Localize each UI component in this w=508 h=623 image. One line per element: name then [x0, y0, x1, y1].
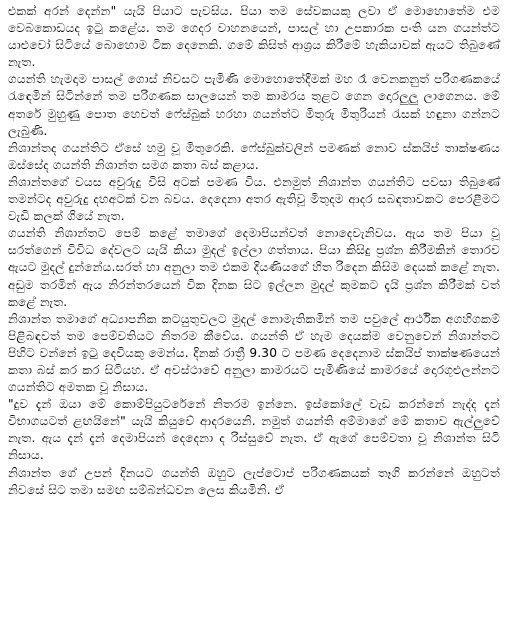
paragraph-1: එකක් අරන් දෙන්න" යැයි පියාට පැවසිය. පියා තම සේවකයකු ලවා ඒ මොහොතේම එම වෙබකොඩයද ඉටු කළේය. තම ගෙදර වාහනයෙන්, පාසල් හා උපකාරක පංති යන ගයන්ත්ට යාළුවෝ සිටියේ බොහොම ටික දෙනෙකි. ගමේ කිසිත් ආශ්‍රය කිරීමේ හැකියාවක් ඇයට තිබුණේ නැත. [8, 4, 500, 70]
paragraph-5: ගයන්ති නිශාන්තට පෙම් කළේ තමාගේ දෙමාපියන්වත් නොදෙවැනිවය. ඇය තම පියා වූ සරත්ගෙන් විවිධ දේවලට යැයි කියා මුදල් ඉල්ලා ගත්තාය. පියා කිසිදු ප්‍රශ්න කිරීමකින් තොරව ඇයට මුදල් දුන්නේය.සරත් හා අනුලා තම එකම දියණියගේ හිත රිදෙන කිසිම දෙයක් කළේ නැත. අඩුම තරමින් ඇය නිරන්තරයෙන් වික දිනක සිට ඉල්ලන මුදල් කුමකට දැයි ප්‍රශ්න කිරීමක් වත් කළේ නැත. [8, 226, 500, 309]
paragraph-2: ගයන්ති හැමදාම පාසල් ගොස් නිවසට පැමිණි මොහොතේදීමක් මහ රෑ වෙනකනුත් පරිගණකයේ රැඳෙමින් සිටින්නේ තම පරිගණක සාලයෙන් තම කාමරය තුළට ගෙන දොරලුලු ලාගෙනය. මේ අතරේ මුහුණු පොත හෙවත් ෆේස්බුක් හරහා ගයන්ත්ට මිතුරු මිතුරියන් රැසක් හඳුනා ගන්නට ලැබුණි. [8, 72, 500, 138]
paragraph-7: "දුව දැන් ඔයා මේ කොම්පියුටරේනේ නිතරම ඉන්නෙ. ඉස්කෝලේ වැඩ කරන්නේ නැද්ද දැන් විභාගයටත් ළඟයිනේ" යැයි කියුවේ ආදරයෙනි. නමුත් ගයන්ති අම්මාගේ මේ කතාව ඇල්ලුවේ නැත. ඇය දැන් දැන් දෙමාපියන් දෙදෙනා ද රිස්සුවේ නැත. ඒ ඇගේ පෙම්වතා වූ නිශාන්ත සිටි නිසාය. [8, 397, 500, 463]
paragraph-8: නිශාන්ත ගේ උපන් දිනයට ගයන්ති ඔහුට ලැප්ටොප් පරිගණකයක් තෑගි කරන්නේ ඔහුටත් නිවසේ සිට තමා සමඟ සම්බන්ධවන ලෙස කියමිනි. ඒ [8, 465, 500, 497]
paragraph-3: නිශාන්තද ගයන්තිට ඒසේ හමු වූ මිතුරෙකි. ෆේස්බුක්වලින් පමණක් නොව ස්කයිප් තාක්ෂණය ඔස්සේද ගයන්ති නිශාන්ත සමග කතා බස් කළාය. [8, 140, 500, 172]
paragraph-6: නිශාන්ත තමාගේ අධ්‍යාපනික කටයුතුවලට මුදල් නොමැතිකමින් තම පවුලේ ආර්ථික අගහිගකම් පිළිබඳවත් තම පෙම්වතියට නිතරම කීවේය. ගයන්ති ඒ හැම දෙයක්ම වෙනුවෙන් නිශාන්තට පිහිට වන්නේ ඉටු දෙවියකු මෙන්ය. දිනක් රාත්‍රී 9.30 ට පමණ දෙදෙනාම ස්කයිප් තාක්ෂණයෙන් කතා බස් කර කර සිටියහ. ඒ අවස්ථාවේ අනුලා කාමරයට පැමිණියේ කාමරයේ දොරගුළුලන්නට ගයන්තිට අමතක වූ නිසාය. [8, 311, 500, 395]
paragraph-4: නිශාන්තගේ වයස අවුරුදු විසි අටක් පමණ විය. එනමුත් නිශාන්ත ගයන්තිට පවසා තිබුණේ තමන්ටද අවුරුදු දහඅටක් වන බවය. දෙදෙනා අතර ඇතිවූ මිතුදම ආදර සබඳතාවකට පෙරළීමට වැඩි කලක් ගියේ නැත. [8, 174, 500, 224]
